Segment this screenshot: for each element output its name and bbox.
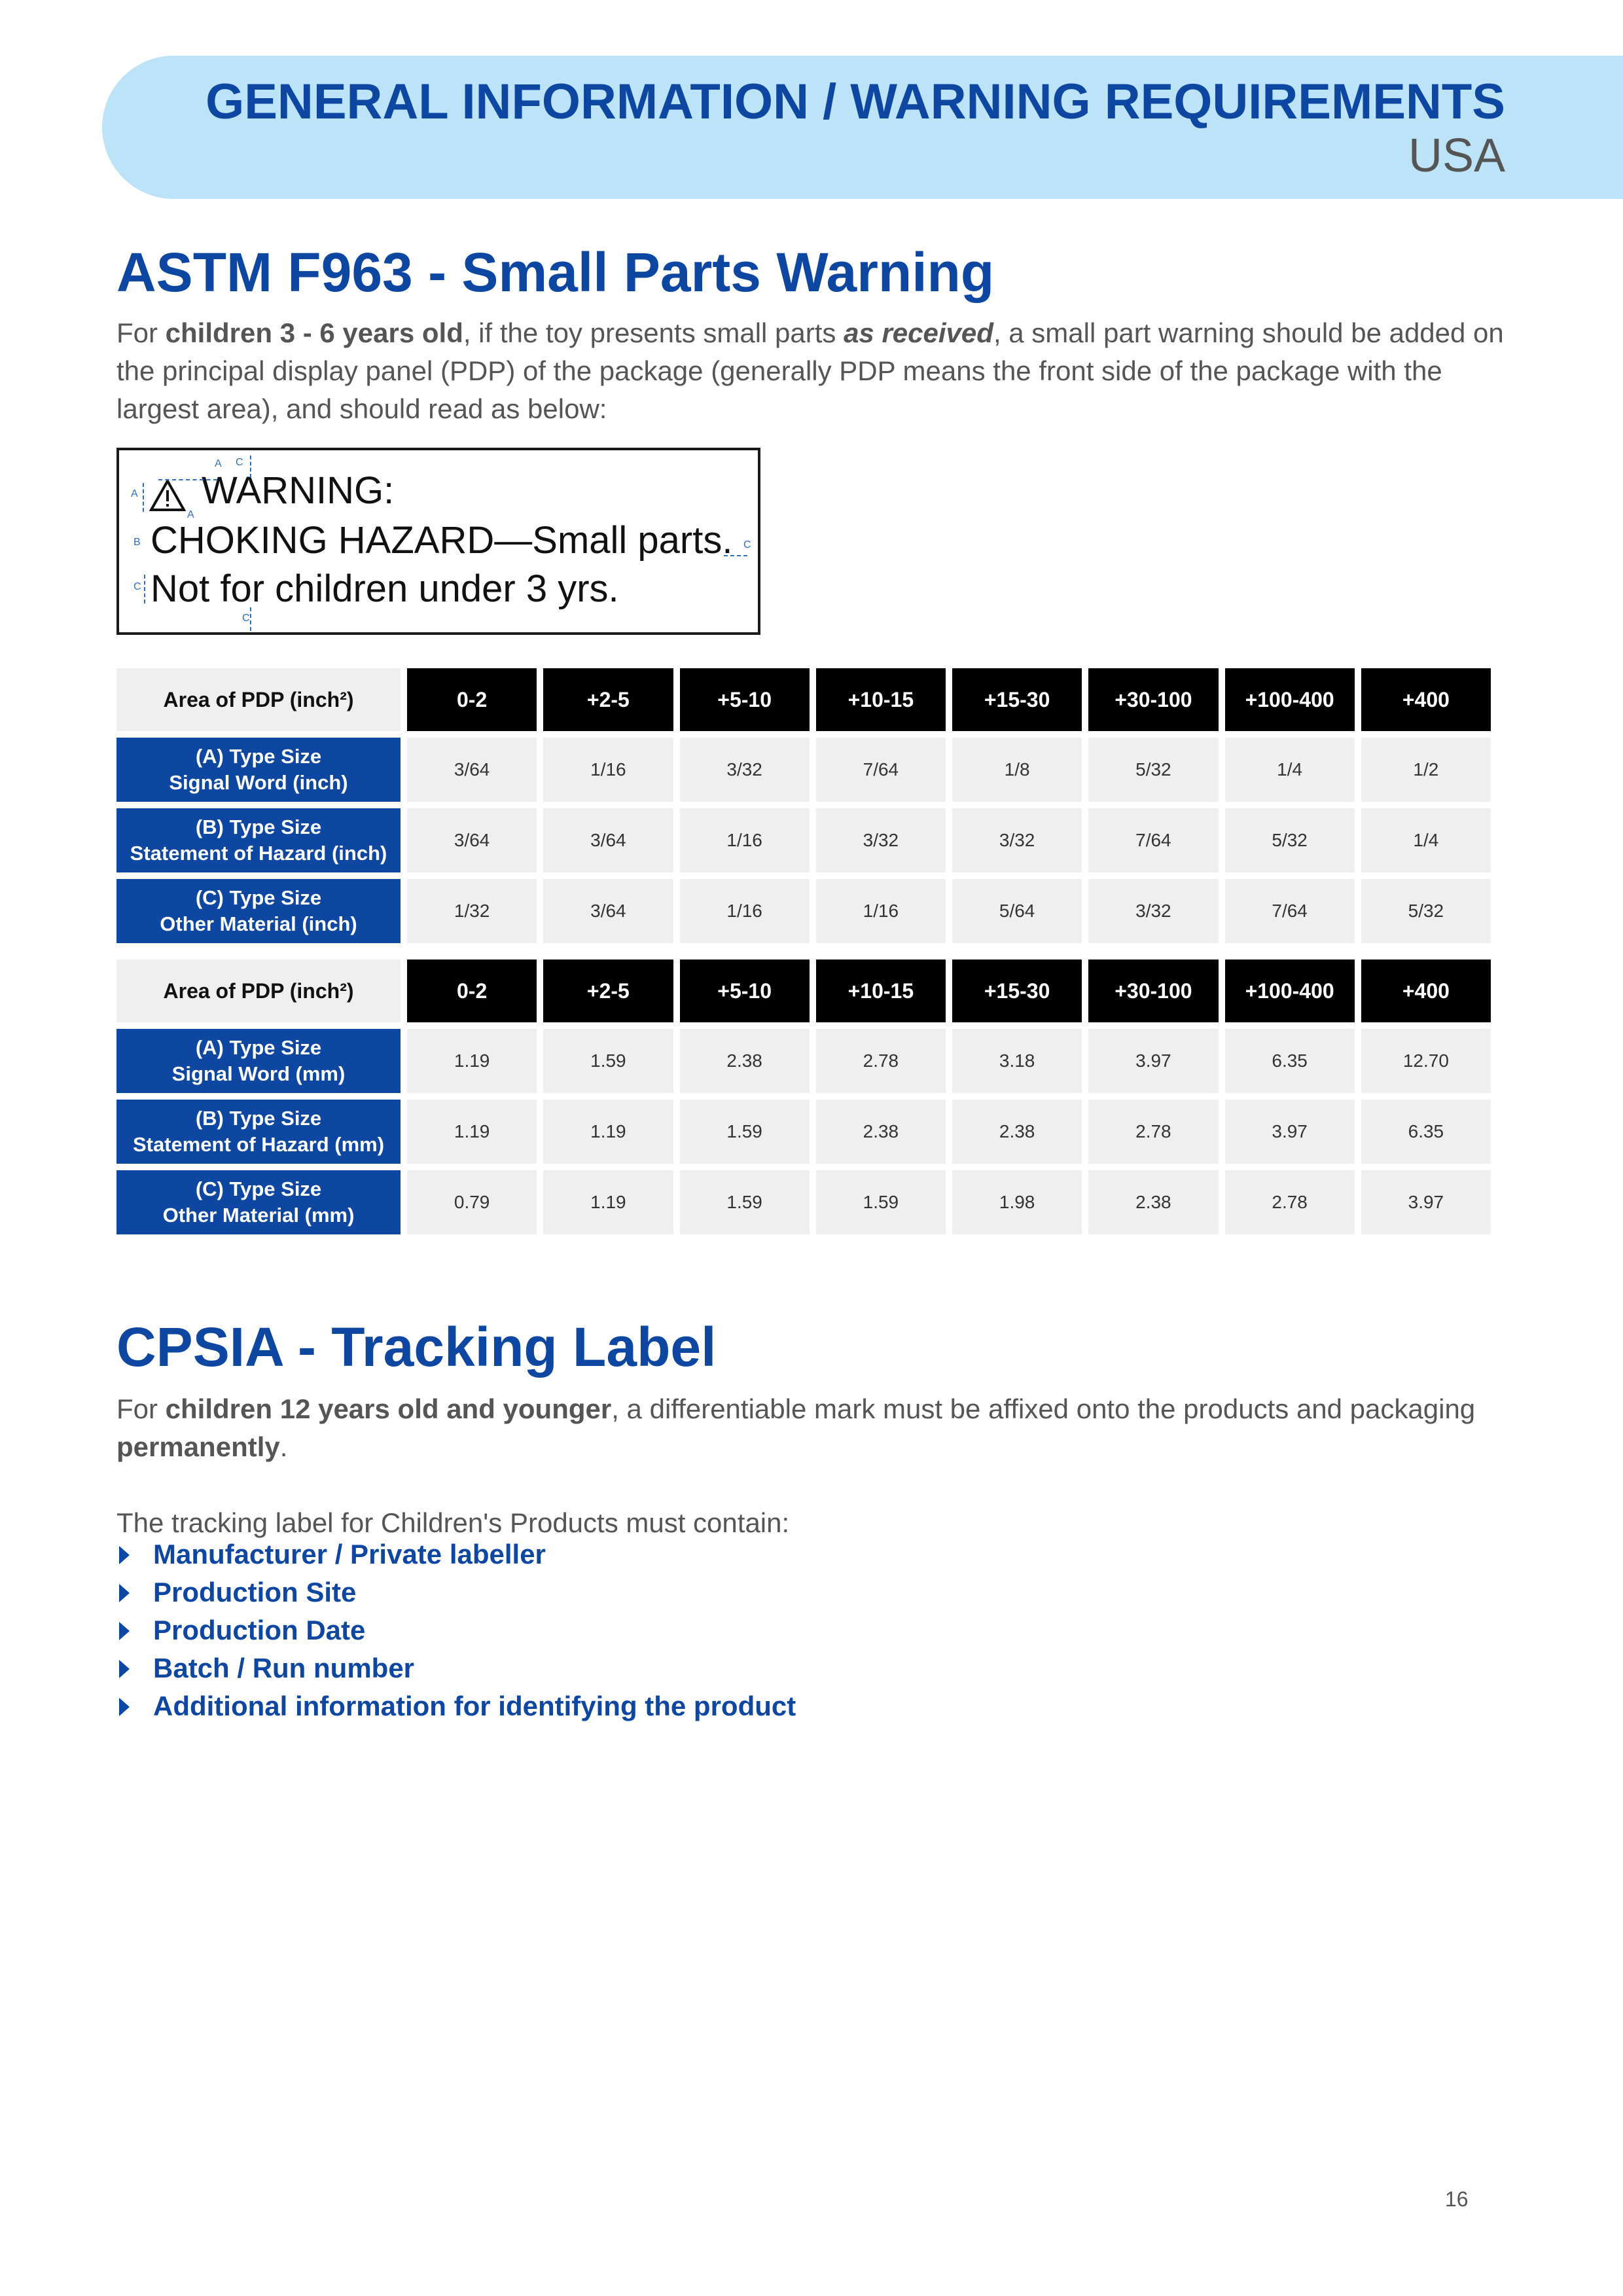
area-column-header: +400 (1361, 668, 1491, 731)
table-cell: 3/64 (543, 808, 673, 872)
table-cell: 2.38 (816, 1100, 946, 1164)
row-label: (A) Type Size Signal Word (mm) (116, 1029, 401, 1093)
bullet-triangle-icon (119, 1584, 130, 1602)
table-cell: 3/32 (952, 808, 1082, 872)
row-label: (B) Type Size Statement of Hazard (inch) (116, 808, 401, 872)
table-row (116, 1170, 1491, 1234)
table-cell: 5/32 (1088, 738, 1218, 802)
cpsia-heading: CPSIA - Tracking Label (116, 1316, 717, 1378)
list-item: Production Site (116, 1573, 796, 1611)
dim-line (144, 575, 145, 603)
bullet-triangle-icon (119, 1546, 130, 1564)
list-item: Manufacturer / Private labeller (116, 1535, 796, 1573)
table-cell: 3/32 (1088, 879, 1218, 943)
row-label: (A) Type Size Signal Word (inch) (116, 738, 401, 802)
area-header-label: Area of PDP (inch²) (116, 960, 401, 1022)
warning-triangle-icon (149, 479, 186, 512)
table-header-row (116, 960, 1491, 1022)
dim-label-c-right: C (743, 539, 751, 550)
table-cell: 3.18 (952, 1029, 1082, 1093)
table-cell: 1.59 (816, 1170, 946, 1234)
table-cell: 1/16 (680, 879, 810, 943)
area-column-header: +30-100 (1088, 668, 1218, 731)
table-row (116, 1029, 1491, 1093)
row-label: (B) Type Size Statement of Hazard (mm) (116, 1100, 401, 1164)
area-column-header: +10-15 (816, 668, 946, 731)
table-cell: 3/64 (407, 808, 537, 872)
dim-label-a-top: A (215, 458, 222, 469)
dim-label-c-left: C (134, 581, 141, 592)
area-column-header: +2-5 (543, 668, 673, 731)
table-row (116, 1100, 1491, 1164)
page-number: 16 (1445, 2187, 1469, 2211)
list-item: Production Date (116, 1611, 796, 1649)
bullet-triangle-icon (119, 1622, 130, 1640)
table-cell: 1.98 (952, 1170, 1082, 1234)
table-cell: 3.97 (1225, 1100, 1355, 1164)
table-row (116, 808, 1491, 872)
area-column-header: +5-10 (680, 668, 810, 731)
table-header-row (116, 668, 1491, 731)
area-column-header: +100-400 (1225, 668, 1355, 731)
table-cell: 1/16 (680, 808, 810, 872)
table-cell: 1/16 (543, 738, 673, 802)
dim-label-c-bottom: C (242, 613, 250, 624)
table-cell: 1/8 (952, 738, 1082, 802)
area-header-label: Area of PDP (inch²) (116, 668, 401, 731)
tracking-requirements-list (116, 1535, 796, 1725)
table-cell: 1.19 (407, 1029, 537, 1093)
list-item: Additional information for identifying the product (116, 1687, 796, 1725)
area-column-header: 0-2 (407, 668, 537, 731)
table-cell: 1.59 (680, 1170, 810, 1234)
area-column-header: +5-10 (680, 960, 810, 1022)
table-cell: 1/2 (1361, 738, 1491, 802)
area-column-header: +15-30 (952, 668, 1082, 731)
table-cell: 2.38 (680, 1029, 810, 1093)
table-cell: 3.97 (1088, 1029, 1218, 1093)
page-title: GENERAL INFORMATION / WARNING REQUIREMENTS (205, 74, 1505, 130)
dim-line (143, 483, 144, 512)
dim-line (250, 607, 251, 631)
area-column-header: 0-2 (407, 960, 537, 1022)
table-row (116, 879, 1491, 943)
bullet-triangle-icon (119, 1698, 130, 1716)
row-label: (C) Type Size Other Material (mm) (116, 1170, 401, 1234)
table-cell: 1.59 (680, 1100, 810, 1164)
table-cell: 1/4 (1361, 808, 1491, 872)
table-cell: 2.38 (1088, 1170, 1218, 1234)
astm-intro: For children 3 - 6 years old, if the toy presents small parts as received, a small part warning should be added on the principal display panel (PDP) of the package (generally PDP means the front side of the package with the largest area), and should read as below: (116, 317, 1504, 424)
area-column-header: +400 (1361, 960, 1491, 1022)
astm-heading: ASTM F963 - Small Parts Warning (116, 242, 995, 303)
type-size-table-mm (110, 953, 1497, 1241)
table-cell: 6.35 (1225, 1029, 1355, 1093)
dim-label-a-left: A (131, 488, 138, 499)
table-cell: 1.19 (407, 1100, 537, 1164)
table-cell: 3.97 (1361, 1170, 1491, 1234)
table-row (116, 738, 1491, 802)
table-cell: 3/64 (543, 879, 673, 943)
table-cell: 1/32 (407, 879, 537, 943)
warning-label-sample (116, 448, 760, 635)
area-column-header: +100-400 (1225, 960, 1355, 1022)
table-cell: 0.79 (407, 1170, 537, 1234)
cpsia-intro: For children 12 years old and younger, a differentiable mark must be affixed onto the products and packaging permanently. (116, 1393, 1476, 1462)
table-cell: 5/32 (1361, 879, 1491, 943)
table-cell: 1.19 (543, 1100, 673, 1164)
table-cell: 7/64 (816, 738, 946, 802)
table-cell: 2.78 (1225, 1170, 1355, 1234)
table-cell: 5/64 (952, 879, 1082, 943)
list-item: Batch / Run number (116, 1649, 796, 1687)
dim-line (158, 479, 217, 480)
area-column-header: +2-5 (543, 960, 673, 1022)
row-label: (C) Type Size Other Material (inch) (116, 879, 401, 943)
area-column-header: +10-15 (816, 960, 946, 1022)
table-cell: 1.59 (543, 1029, 673, 1093)
table-cell: 1/16 (816, 879, 946, 943)
bullet-triangle-icon (119, 1660, 130, 1678)
warning-signal-word: WARNING: (202, 469, 395, 512)
table-cell: 3/32 (680, 738, 810, 802)
table-cell: 3/64 (407, 738, 537, 802)
area-column-header: +30-100 (1088, 960, 1218, 1022)
table-cell: 2.78 (1088, 1100, 1218, 1164)
table-cell: 7/64 (1225, 879, 1355, 943)
dim-label-a-inner: A (187, 509, 194, 520)
warning-other-material: Not for children under 3 yrs. (151, 567, 619, 610)
table-cell: 5/32 (1225, 808, 1355, 872)
table-cell: 6.35 (1361, 1100, 1491, 1164)
area-column-header: +15-30 (952, 960, 1082, 1022)
table-cell: 2.38 (952, 1100, 1082, 1164)
table-cell: 2.78 (816, 1029, 946, 1093)
table-cell: 1.19 (543, 1170, 673, 1234)
dim-label-b-left: B (134, 537, 141, 548)
table-cell: 12.70 (1361, 1029, 1491, 1093)
type-size-table-inch (110, 662, 1497, 950)
table-cell: 7/64 (1088, 808, 1218, 872)
table-cell: 3/32 (816, 808, 946, 872)
dim-line (724, 555, 747, 556)
tracking-list-intro: The tracking label for Children's Products must contain: (116, 1507, 790, 1538)
warning-hazard-statement: CHOKING HAZARD—Small parts. (151, 519, 733, 562)
dim-label-c-top: C (236, 457, 243, 468)
dim-line (250, 456, 251, 478)
table-cell: 1/4 (1225, 738, 1355, 802)
region-label: USA (1408, 130, 1505, 182)
